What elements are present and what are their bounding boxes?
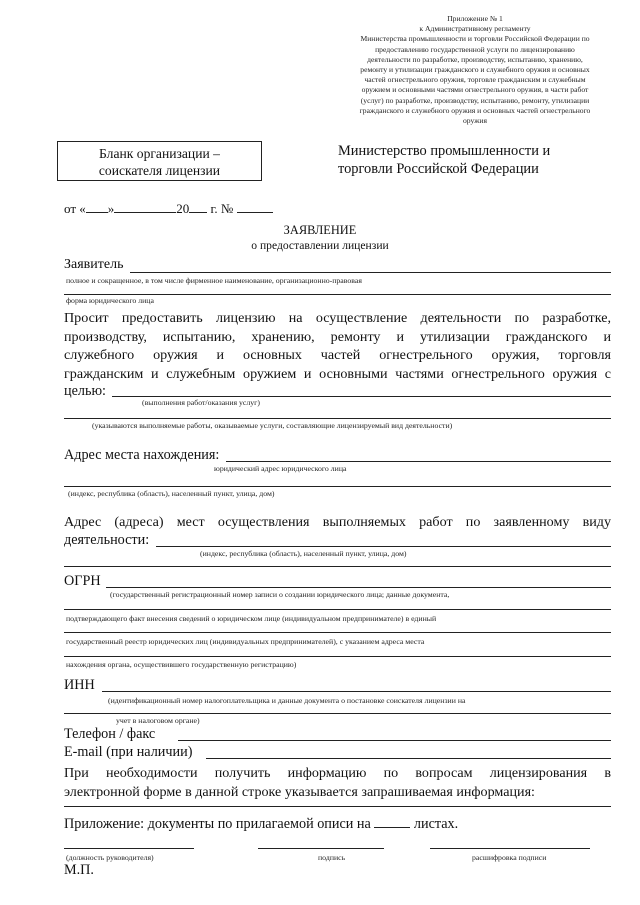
appendix-line: Министерства промышленности и торговли Российской Федерации по — [360, 34, 590, 44]
inn-hint: (идентификационный номер налогоплательщика и данные документа о постановке соискателя лицензии на — [108, 696, 466, 705]
work-address-input-line-2[interactable] — [64, 566, 611, 567]
address-input-line-2[interactable] — [64, 486, 611, 487]
ogrn-input-line[interactable] — [106, 587, 611, 588]
works-input-line[interactable] — [64, 418, 611, 419]
inn-hint-2: учет в налоговом органе) — [116, 716, 200, 725]
electronic-line: При необходимости получить информацию по вопросам лицензирования в — [64, 765, 611, 781]
appendix-line: ремонту и утилизации гражданского и служебного оружия и основных — [360, 65, 590, 75]
document-subtitle: о предоставлении лицензии — [251, 239, 389, 252]
position-hint: (должность руководителя) — [66, 853, 154, 862]
appendix-line: гражданского и служебного оружия и основных частей огнестрельного — [359, 105, 591, 115]
work-address-line: Адрес (адреса) мест осуществления выполняемых работ по заявленному виду — [64, 514, 611, 530]
ogrn-hint-4: нахождения органа, осуществившего государственную регистрацию) — [66, 660, 297, 669]
appendix-line: Приложение № 1 — [447, 14, 503, 23]
org-letterhead-box — [57, 141, 262, 181]
request-line: производству, испытанию, хранению, ремонту и утилизации гражданского и — [64, 328, 611, 345]
month-field[interactable] — [114, 201, 176, 213]
phone-input-line[interactable] — [178, 740, 611, 741]
appendix-line: частей огнестрельного оружия, торговле гражданским и служебным — [364, 75, 586, 85]
attachment-suffix: листах. — [413, 816, 459, 832]
ogrn-input-line-2[interactable] — [64, 609, 611, 610]
address-hint-2: (индекс, республика (область), населенный пункт, улица, дом) — [68, 489, 275, 498]
ogrn-hint-3: государственный реестр юридических лиц (индивидуальных предпринимателей), с указанием адреса места — [66, 637, 425, 646]
inn-input-line[interactable] — [102, 691, 611, 692]
applicant-input-line-2[interactable] — [64, 294, 611, 295]
date-number-line — [64, 201, 273, 217]
electronic-input-line[interactable] — [64, 806, 611, 807]
signature-input-line[interactable] — [258, 848, 384, 849]
position-input-line[interactable] — [64, 848, 194, 849]
date-prefix: от « — [64, 201, 86, 216]
attachment-prefix: Приложение: документы по прилагаемой описи на — [64, 816, 371, 832]
work-address-hint: (индекс, республика (область), населенный пункт, улица, дом) — [200, 549, 407, 558]
ogrn-hint-2: подтверждающего факт внесения сведений о юридическом лице (индивидуальном предпринимателе) в единый — [66, 614, 437, 623]
ogrn-label: ОГРН — [64, 573, 101, 589]
work-address-input-line[interactable] — [156, 546, 611, 547]
electronic-info-paragraph — [64, 764, 611, 801]
request-line: Просит предоставить лицензию на осуществление деятельности по разработке, — [64, 310, 611, 326]
stamp-label: М.П. — [64, 862, 94, 878]
work-address-paragraph — [64, 513, 611, 532]
doc-number-field[interactable] — [237, 201, 273, 213]
date-quote: » — [107, 201, 115, 216]
address-hint: юридический адрес юридического лица — [214, 464, 347, 473]
signature-hint: подпись — [318, 853, 346, 862]
applicant-hint-2: форма юридического лица — [66, 296, 154, 305]
sheets-count-field[interactable] — [374, 816, 410, 828]
appendix-line: оружием и основными частями огнестрельного оружия, в части работ — [361, 85, 589, 95]
year-field[interactable] — [189, 201, 207, 213]
document-title: ЗАЯВЛЕНИЕ — [283, 223, 357, 237]
request-paragraph — [64, 309, 611, 383]
org-box-line: соискателя лицензии — [98, 163, 221, 178]
appendix-line: оружия — [463, 116, 487, 126]
day-field[interactable] — [86, 201, 108, 213]
works-hint: (указываются выполняемые работы, оказываемые услуги, составляющие лицензируемый вид деятельности) — [92, 421, 453, 430]
work-address-label: деятельности: — [64, 532, 150, 548]
inn-input-line-2[interactable] — [64, 713, 611, 714]
ogrn-hint: (государственный регистрационный номер записи о создании юридического лица; данные документа, — [110, 590, 450, 599]
attachment-line — [64, 816, 458, 833]
ogrn-input-line-4[interactable] — [64, 656, 611, 657]
electronic-line: электронной форме в данной строке указывается запрашиваемая информация: — [64, 783, 535, 800]
year-prefix: 20 — [176, 201, 190, 216]
appendix-line: предоставлению государственной услуги по лицензированию — [375, 44, 575, 54]
org-box-line: Бланк организации – — [99, 146, 220, 161]
ministry-addressee — [338, 142, 550, 178]
ministry-line: торговли Российской Федерации — [338, 161, 539, 177]
signature-decode-hint: расшифровка подписи — [472, 853, 547, 862]
phone-label: Телефон / факс — [64, 726, 156, 742]
applicant-hint: полное и сокращенное, в том числе фирменное наименование, организационно-правовая — [66, 276, 362, 285]
purpose-label: целью: — [64, 383, 106, 399]
appendix-line: к Административному регламенту — [419, 24, 531, 34]
ogrn-input-line-3[interactable] — [64, 632, 611, 633]
request-line: гражданским и служебным оружием и основными частями огнестрельного оружия с — [64, 365, 611, 382]
email-label: E-mail (при наличии) — [64, 744, 193, 760]
purpose-hint: (выполнения работ/оказания услуг) — [142, 398, 260, 407]
address-label: Адрес места нахождения: — [64, 447, 220, 463]
appendix-line: деятельности по разработке, производству, испытанию, хранению, — [367, 54, 583, 64]
purpose-input-line[interactable] — [112, 396, 611, 397]
applicant-label: Заявитель — [64, 257, 124, 272]
inn-label: ИНН — [64, 677, 95, 693]
number-label: г. № — [210, 201, 234, 216]
address-input-line[interactable] — [226, 461, 611, 462]
email-input-line[interactable] — [206, 758, 611, 759]
appendix-line: (услуг) по разработке, производству, испытанию, ремонту, утилизации — [360, 95, 590, 105]
appendix-header — [330, 14, 620, 126]
ministry-line: Министерство промышленности и — [338, 143, 551, 159]
signature-decode-input-line[interactable] — [430, 848, 590, 849]
request-line: служебного оружия и основных частей огнестрельного оружия, торговля — [64, 347, 611, 364]
applicant-input-line[interactable] — [130, 272, 611, 273]
